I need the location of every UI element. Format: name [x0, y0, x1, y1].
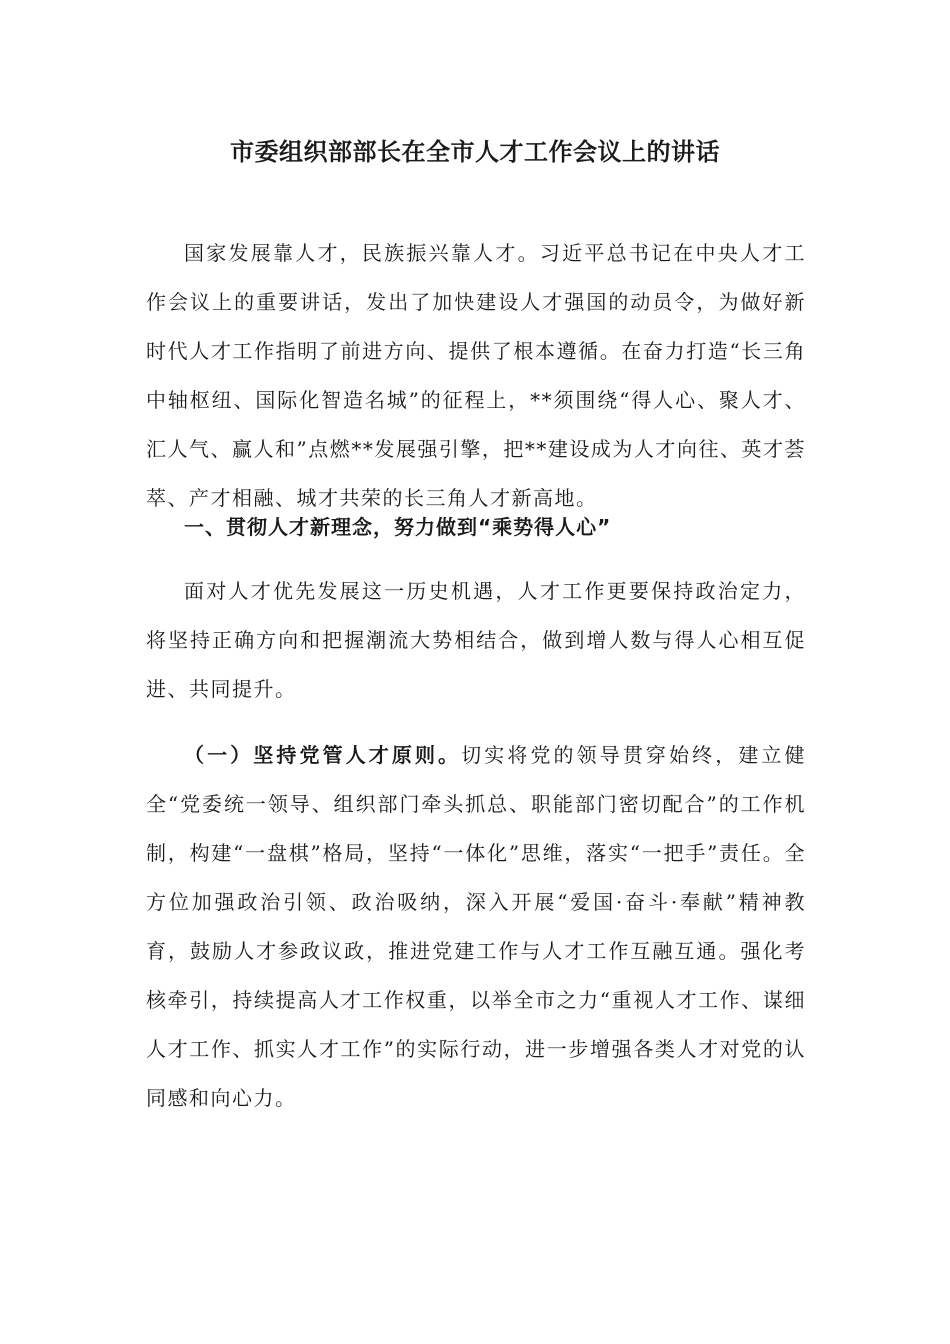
- subsection-1-paragraph: [146, 731, 806, 1123]
- subsection-1-text: 切实将党的领导贯穿始终，建立健全“党委统一领导、组织部门牵头抓总、职能部门密切配合”的工作机制，构建“一盘棋”格局，坚持“一体化”思维，落实“一把手”责任。全方位加强政治引领、政治吸纳，深入开展“爱国·奋斗·奉献”精神教育，鼓励人才参政议政，推进党建工作与人才工作互融互通。强化考核牵引，持续提高人才工作权重，以举全市之力“重视人才工作、谋细人才工作、抓实人才工作”的实际行动，进一步增强各类人才对党的认同感和向心力。: [146, 743, 807, 1110]
- document-title: 市委组织部部长在全市人才工作会议上的讲话: [230, 138, 720, 166]
- section-1-heading: 一、贯彻人才新理念，努力做到“乘势得人心”: [184, 515, 612, 539]
- intro-paragraph: 国家发展靠人才，民族振兴靠人才。习近平总书记在中央人才工作会议上的重要讲话，发出了加快建设人才强国的动员令，为做好新时代人才工作指明了前进方向、提供了根本遵循。在奋力打造“长三角中轴枢纽、国际化智造名城”的征程上，**须围绕“得人心、聚人才、汇人气、赢人和”点燃**发展强引擎，把**建设成为人才向往、英才荟萃、产才相融、城才共荣的长三角人才新高地。: [146, 241, 806, 510]
- section-1-paragraph: 面对人才优先发展这一历史机遇，人才工作更要保持政治定力，将坚持正确方向和把握潮流大势相结合，做到增人数与得人心相互促进、共同提升。: [146, 579, 806, 701]
- subsection-1-lead: （一）坚持党管人才原则。: [184, 743, 462, 767]
